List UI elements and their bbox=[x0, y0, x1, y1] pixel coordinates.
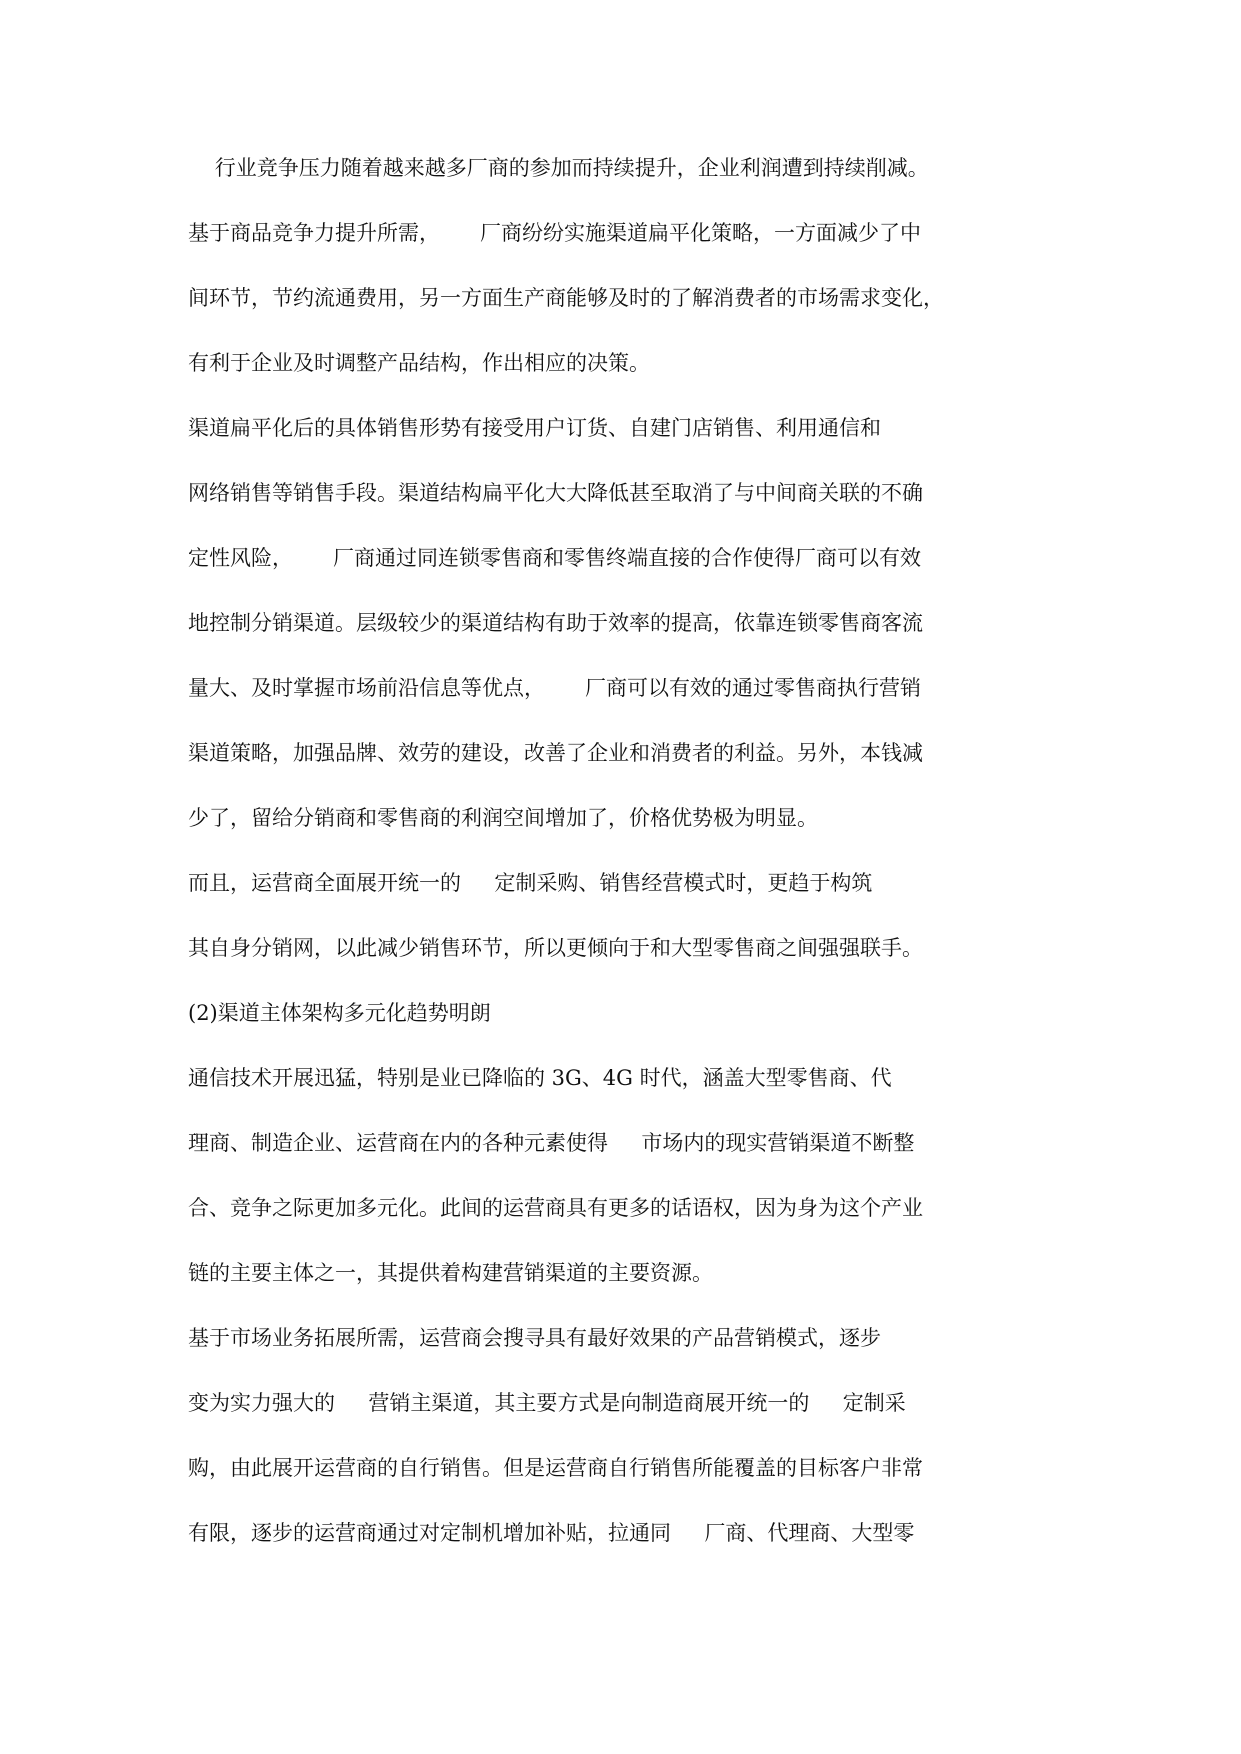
text-line: 行业竞争压力随着越来越多厂商的参加而持续提升，企业利润遭到持续削减。 bbox=[188, 156, 929, 180]
text-line: 合、竞争之际更加多元化。此间的运营商具有更多的话语权，因为身为这个产业 bbox=[188, 1196, 923, 1220]
text-line: 基于市场业务拓展所需，运营商会搜寻具有最好效果的产品营销模式，逐步 bbox=[188, 1326, 881, 1350]
text-line: 有限，逐步的运营商通过对定制机增加补贴，拉通同 厂商、代理商、大型零 bbox=[188, 1521, 915, 1545]
text-line: 间环节，节约流通费用，另一方面生产商能够及时的了解消费者的市场需求变化， bbox=[188, 286, 944, 310]
text-line: 量大、及时掌握市场前沿信息等优点， 厂商可以有效的通过零售商执行营销 bbox=[188, 676, 922, 700]
text-line: 基于商品竞争力提升所需， 厂商纷纷实施渠道扁平化策略，一方面减少了中 bbox=[188, 221, 922, 245]
text-line: 地控制分销渠道。层级较少的渠道结构有助于效率的提高，依靠连锁零售商客流 bbox=[188, 611, 923, 635]
text-line: 变为实力强大的 营销主渠道，其主要方式是向制造商展开统一的 定制采 bbox=[188, 1391, 906, 1415]
text-line: 有利于企业及时调整产品结构，作出相应的决策。 bbox=[188, 351, 650, 375]
text-line: 通信技术开展迅猛，特别是业已降临的 3G、4G 时代，涵盖大型零售商、代 bbox=[188, 1066, 892, 1090]
text-line: 定性风险， 厂商通过同连锁零售商和零售终端直接的合作使得厂商可以有效 bbox=[188, 546, 922, 570]
text-line: 而且，运营商全面展开统一的 定制采购、销售经营模式时，更趋于构筑 bbox=[188, 871, 873, 895]
text-line: 渠道扁平化后的具体销售形势有接受用户订货、自建门店销售、利用通信和 bbox=[188, 416, 881, 440]
text-line: 网络销售等销售手段。渠道结构扁平化大大降低甚至取消了与中间商关联的不确 bbox=[188, 481, 923, 505]
body-text bbox=[188, 148, 988, 1578]
text-line: 其自身分销网，以此减少销售环节，所以更倾向于和大型零售商之间强强联手。 bbox=[188, 936, 923, 960]
text-line: 链的主要主体之一，其提供着构建营销渠道的主要资源。 bbox=[188, 1261, 713, 1285]
text-line: 购，由此展开运营商的自行销售。但是运营商自行销售所能覆盖的目标客户非常 bbox=[188, 1456, 923, 1480]
text-line: 渠道策略，加强品牌、效劳的建设，改善了企业和消费者的利益。另外，本钱减 bbox=[188, 741, 923, 765]
text-line: 理商、制造企业、运营商在内的各种元素使得 市场内的现实营销渠道不断整 bbox=[188, 1131, 915, 1155]
section-heading: (2)渠道主体架构多元化趋势明朗 bbox=[188, 1001, 491, 1025]
text-line: 少了，留给分销商和零售商的利润空间增加了，价格优势极为明显。 bbox=[188, 806, 818, 830]
